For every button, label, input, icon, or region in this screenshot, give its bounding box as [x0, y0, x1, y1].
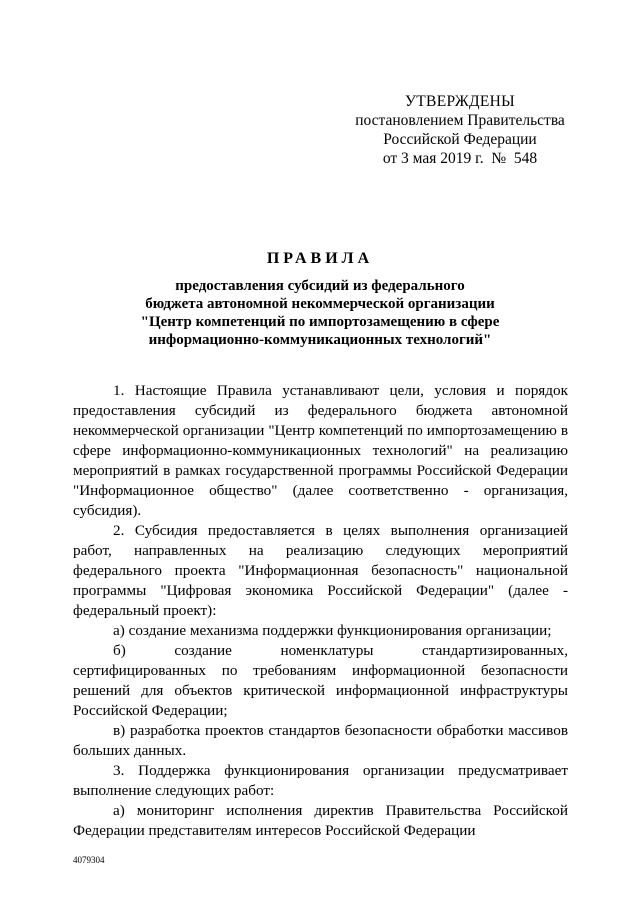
document-code: 4079304: [73, 855, 105, 865]
list-item-a-2: а) мониторинг исполнения директив Правительства Российской Федерации представителям интересов Российской Федерации: [73, 802, 568, 839]
subtitle-line: бюджета автономной некоммерческой организации: [145, 296, 495, 312]
list-item-a: а) создание механизма поддержки функционирования организации;: [113, 622, 552, 639]
subtitle-line: предоставления субсидий из федерального: [175, 278, 465, 294]
document-subtitle: [0, 277, 640, 349]
approval-line: постановлением Правительства: [355, 112, 565, 129]
approval-line: Российской Федерации: [383, 131, 537, 148]
list-item-c: в) разработка проектов стандартов безопасности обработки массивов больших данных.: [73, 722, 568, 759]
document-title: ПРАВИЛА: [266, 250, 374, 267]
approval-date-number: от 3 мая 2019 г. № 548: [382, 150, 538, 167]
approval-block: [349, 92, 571, 168]
subtitle-line: "Центр компетенций по импортозамещению в сфере: [140, 314, 500, 330]
list-item-b: б) создание номенклатуры стандартизированных, сертифицированных по требованиям информационной безопасности решений для объектов критической информационной инфраструктуры Российской Федерации;: [73, 642, 568, 719]
paragraph-3: 3. Поддержка функционирования организации предусматривает выполнение следующих работ:: [73, 762, 568, 799]
subtitle-line: информационно-коммуникационных технологий": [148, 332, 492, 348]
document-body: [73, 381, 568, 841]
paragraph-2: 2. Субсидия предоставляется в целях выполнения организацией работ, направленных на реализацию следующих мероприятий федерального проекта "Информационная безопасность" национальной программы "Цифровая экономика Российской Федерации" (далее - федеральный проект):: [73, 522, 568, 619]
approval-heading: УТВЕРЖДЕНЫ: [405, 93, 515, 110]
paragraph-1: 1. Настоящие Правила устанавливают цели, условия и порядок предоставления субсидий из федерального бюджета автономной некоммерческой организации "Центр компетенций по импортозамещению в сфере информационно-коммуникационных технологий" на реализацию мероприятий в рамках государственной программы Российской Федерации "Информационное общество" (далее соответственно - организация, субсидия).: [73, 382, 568, 519]
